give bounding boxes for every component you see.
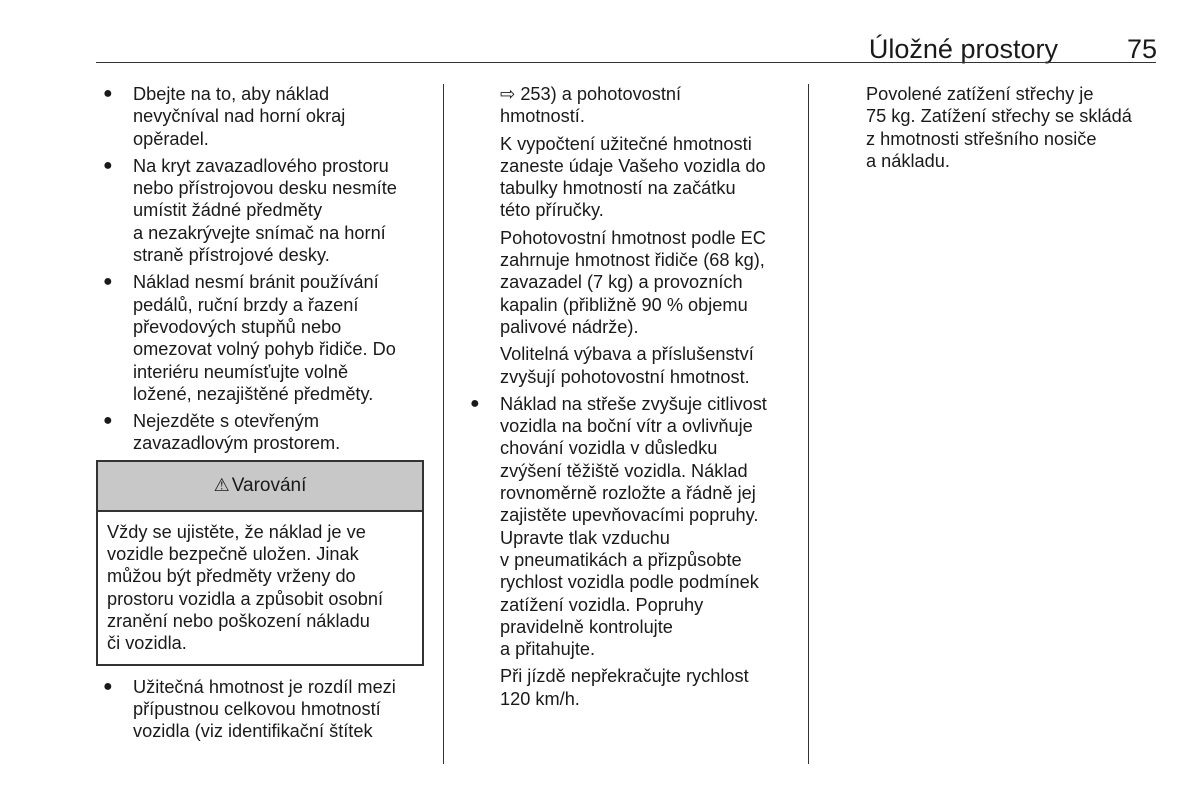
list-item: ● Dbejte na to, aby náklad nevyčníval nad horní okraj opěradel. <box>103 84 346 149</box>
warning-header <box>98 462 422 512</box>
bullet-icon: ● <box>470 394 480 412</box>
page-number: 75 <box>1126 34 1157 64</box>
warning-box <box>96 460 424 666</box>
header-rule <box>96 62 1156 63</box>
continuation-text: ⇨ 253) a pohotovostní hmotností. <box>500 84 682 127</box>
column-divider-2 <box>808 84 809 764</box>
column-divider-1 <box>443 84 444 764</box>
reference-arrow-icon: ⇨ <box>500 84 516 104</box>
column-3 <box>866 83 1161 177</box>
list-item: ● Užitečná hmotnost je rozdíl mezi přípustnou celkovou hmotností vozidla (viz identifikační štítek <box>103 676 396 742</box>
paragraph: K vypočtení užitečné hmotnosti zaneste údaje Vašeho vozidla do tabulky hmotností na začátku této příručky. <box>500 133 766 221</box>
list-item: ● Náklad nesmí bránit používání pedálů, ruční brzdy a řazení převodových stupňů nebo omezovat volný pohyb řidiče. Do interiéru neumísťujte volně ložené, nezajištěné předměty. <box>103 272 396 404</box>
bullet-icon: ● <box>103 412 113 430</box>
paragraph: Pohotovostní hmotnost podle EC zahrnuje hmotnost řidiče (68 kg), zavazadel (7 kg) a provozních kapalin (přibližně 90 % objemu palivové nádrže). <box>500 227 766 337</box>
list-item: ● Náklad na střeše zvyšuje citlivost vozidla na boční vítr a ovlivňuje chování vozidla v důsledku zvýšení těžiště vozidla. Náklad rovnoměrně rozložte a řádně jej zajistěte upevňovacími popruhy. Upravte tlak vzduchu v pneumatikách a přizpůsobte rychlost vozidla podle podmínek zatížení vozidla. Popruhy pravidelně kontrolujte a přitahujte. <box>470 393 767 660</box>
bullet-icon: ● <box>103 273 113 291</box>
column-1 <box>96 83 426 747</box>
warning-title: Varování <box>231 474 307 496</box>
paragraph: Volitelná výbava a příslušenství zvyšují pohotovostní hmotnost. <box>500 344 754 387</box>
bullet-icon: ● <box>103 156 113 174</box>
list-item: ● Na kryt zavazadlového prostoru nebo přístrojovou desku nesmíte umístit žádné předměty a nezakrývejte snímač na horní straně přístrojové desky. <box>103 155 397 266</box>
page-header-title: Úložné prostory <box>868 34 1058 64</box>
warning-body: Vždy se ujistěte, že náklad je ve vozidle bezpečně uložen. Jinak můžou být předměty vrženy do prostoru vozidla a způsobit osobní zranění nebo poškození nákladu či vozidla. <box>107 521 384 654</box>
bullet-icon: ● <box>103 85 113 102</box>
paragraph: Při jízdě nepřekračujte rychlost 120 km/h. <box>500 666 749 709</box>
warning-triangle-icon: ⚠ <box>213 474 230 495</box>
paragraph: Povolené zatížení střechy je 75 kg. Zatížení střechy se skládá z hmotnosti střešního nosiče a nákladu. <box>866 84 1132 171</box>
list-item: ● Nejezděte s otevřeným zavazadlovým prostorem. <box>103 411 341 454</box>
bullet-icon: ● <box>103 677 113 695</box>
column-2 <box>470 83 792 715</box>
